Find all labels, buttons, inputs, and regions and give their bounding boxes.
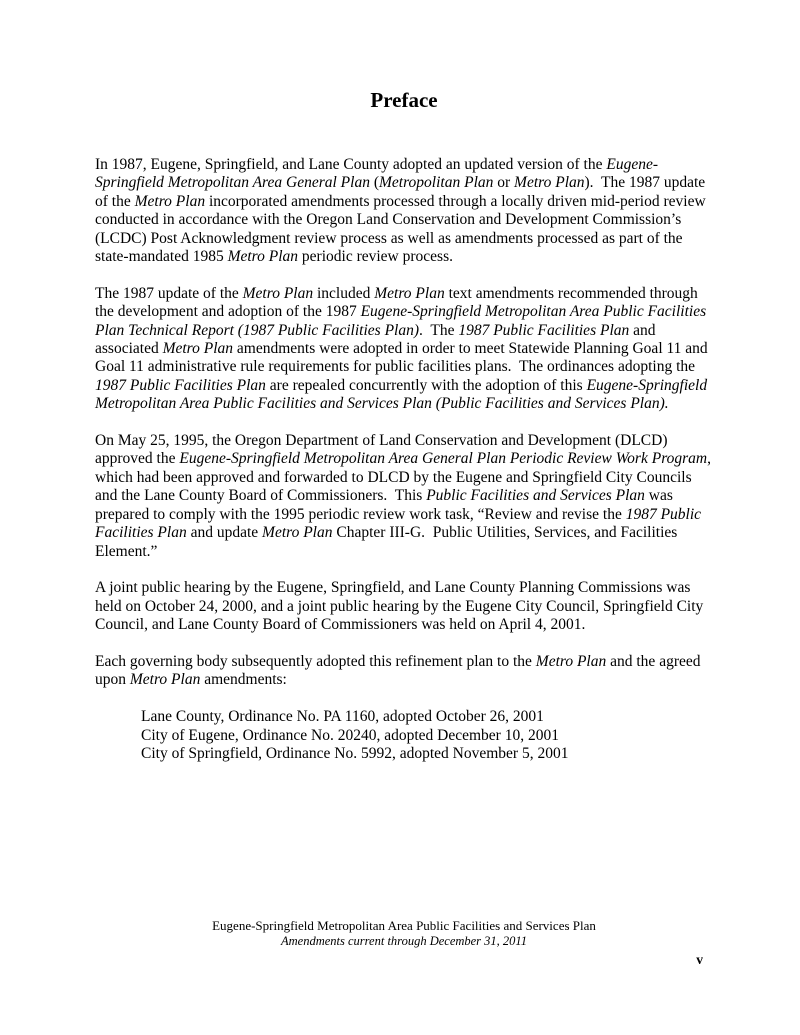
page-title: Preface bbox=[370, 88, 438, 112]
document-content bbox=[95, 88, 713, 763]
page-footer bbox=[95, 918, 713, 949]
ordinance-item-eugene: City of Eugene, Ordinance No. 20240, adopted December 10, 2001 bbox=[141, 726, 559, 744]
page-number: v bbox=[696, 952, 703, 967]
ordinance-item-springfield: City of Springfield, Ordinance No. 5992, adopted November 5, 2001 bbox=[141, 744, 569, 762]
footer-plan-title: Eugene-Springfield Metropolitan Area Public Facilities and Services Plan bbox=[212, 918, 596, 933]
paragraph-3: On May 25, 1995, the Oregon Department of Land Conservation and Development (DLCD) approved the Eugene-Springfield Metropolitan Area General Plan Periodic Review Work Program, which had been approved and forwarded to DLCD by the Eugene and Springfield City Councils and the Lane County Board of Commissioners. This Public Facilities and Services Plan was prepared to comply with the 1995 periodic review work task, “Review and revise the 1987 Public Facilities Plan and update Metro Plan Chapter III-G. Public Utilities, Services, and Facilities Element.” bbox=[95, 432, 715, 560]
paragraph-2: The 1987 update of the Metro Plan included Metro Plan text amendments recommended through the development and adoption of the 1987 Eugene-Springfield Metropolitan Area Public Facilities Plan Technical Report (1987 Public Facilities Plan). The 1987 Public Facilities Plan and associated Metro Plan amendments were adopted in order to meet Statewide Planning Goal 11 and Goal 11 administrative rule requirements for public facilities plans. The ordinances adopting the 1987 Public Facilities Plan are repealed concurrently with the adoption of this Eugene-Springfield Metropolitan Area Public Facilities and Services Plan (Public Facilities and Services Plan). bbox=[95, 284, 712, 413]
ordinance-item-lane-county: Lane County, Ordinance No. PA 1160, adopted October 26, 2001 bbox=[141, 708, 544, 726]
footer-amendments-note: Amendments current through December 31, 2011 bbox=[280, 934, 527, 948]
ordinance-list bbox=[95, 708, 713, 763]
paragraph-1: In 1987, Eugene, Springfield, and Lane County adopted an updated version of the Eugene-Springfield Metropolitan Area General Plan (Metropolitan Plan or Metro Plan). The 1987 update of the Metro Plan incorporated amendments processed through a locally driven mid-period review conducted in accordance with the Oregon Land Conservation and Development Commission’s (LCDC) Post Acknowledgment review process as well as amendments processed as part of the state-mandated 1985 Metro Plan periodic review process. bbox=[95, 156, 710, 266]
paragraph-4: A joint public hearing by the Eugene, Springfield, and Lane County Planning Commissions was held on October 24, 2000, and a joint public hearing by the Eugene City Council, Springfield City Council, and Lane County Board of Commissioners was held on April 4, 2001. bbox=[95, 579, 708, 634]
paragraph-5: Each governing body subsequently adopted this refinement plan to the Metro Plan and the agreed upon Metro Plan amendments: bbox=[95, 652, 705, 689]
